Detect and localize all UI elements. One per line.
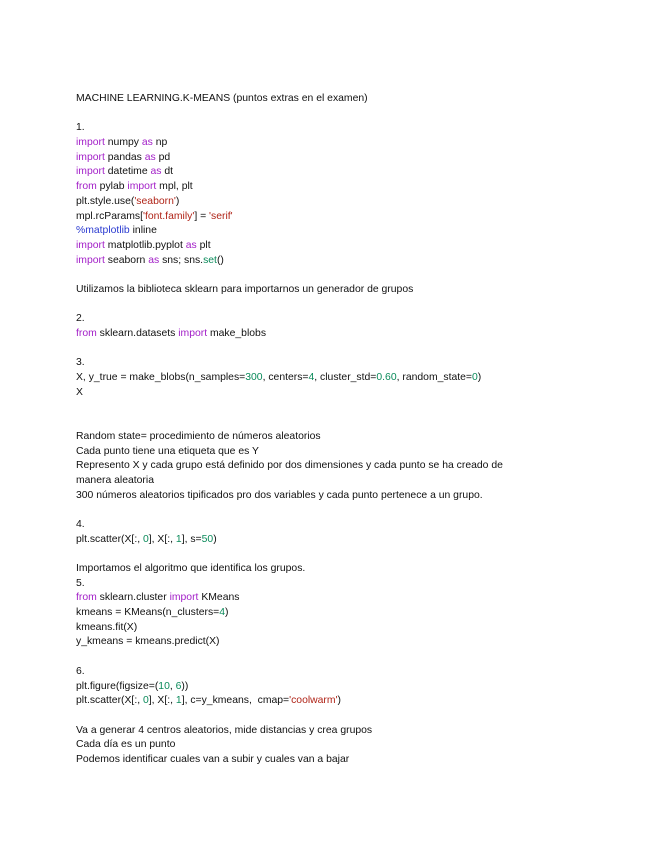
paragraph-line: 300 números aleatorios tipificados pro dos variables y cada punto pertenece a un grupo. — [76, 489, 483, 501]
code-line: import datetime as dt — [76, 166, 174, 178]
paragraph-line: Podemos identificar cuales van a subir y cuales van a bajar — [76, 753, 350, 765]
code-line: plt.figure(figsize=(10, 6)) — [76, 680, 189, 692]
code-line: import numpy as np — [76, 137, 168, 149]
section-1-label: 1. — [76, 122, 85, 134]
document-body — [76, 92, 596, 768]
code-line: X, y_true = make_blobs(n_samples=300, centers=4, cluster_std=0.60, random_state=0) — [76, 372, 482, 384]
paragraph-line: manera aleatoria — [76, 474, 154, 486]
section-2-label: 2. — [76, 313, 85, 325]
code-line: import seaborn as sns; sns.set() — [76, 254, 224, 266]
paragraph-line: Represento X y cada grupo está definido por dos dimensiones y cada punto se ha creado de — [76, 460, 503, 472]
paragraph: Utilizamos la biblioteca sklearn para importarnos un generador de grupos — [76, 283, 414, 295]
code-line: y_kmeans = kmeans.predict(X) — [76, 636, 220, 648]
code-line: from sklearn.cluster import KMeans — [76, 592, 240, 604]
code-line: kmeans.fit(X) — [76, 621, 138, 633]
code-line: plt.style.use('seaborn') — [76, 195, 180, 207]
section-4-label: 4. — [76, 518, 85, 530]
paragraph-line: Random state= procedimiento de números aleatorios — [76, 430, 321, 442]
section-3-label: 3. — [76, 357, 85, 369]
document-title: MACHINE LEARNING.K-MEANS (puntos extras en el examen) — [76, 93, 368, 104]
section-5-label: 5. — [76, 577, 85, 589]
code-line: plt.scatter(X[:, 0], X[:, 1], s=50) — [76, 533, 217, 545]
code-line: from sklearn.datasets import make_blobs — [76, 328, 267, 339]
paragraph-line: Cada día es un punto — [76, 739, 176, 751]
paragraph-line: Va a generar 4 centros aleatorios, mide distancias y crea grupos — [76, 724, 373, 736]
code-line: import matplotlib.pyplot as plt — [76, 239, 211, 251]
section-6-label: 6. — [76, 665, 85, 677]
code-line: mpl.rcParams['font.family'] = 'serif' — [76, 210, 233, 222]
paragraph-line: Cada punto tiene una etiqueta que es Y — [76, 445, 259, 457]
code-line: kmeans = KMeans(n_clusters=4) — [76, 607, 229, 619]
code-line: %matplotlib inline — [76, 225, 157, 237]
code-line: plt.scatter(X[:, 0], X[:, 1], c=y_kmeans, cmap='coolwarm') — [76, 695, 342, 707]
code-line: from pylab import mpl, plt — [76, 181, 193, 193]
code-line: X — [76, 386, 83, 398]
code-line: import pandas as pd — [76, 151, 171, 163]
paragraph: Importamos el algoritmo que identifica los grupos. — [76, 563, 306, 574]
